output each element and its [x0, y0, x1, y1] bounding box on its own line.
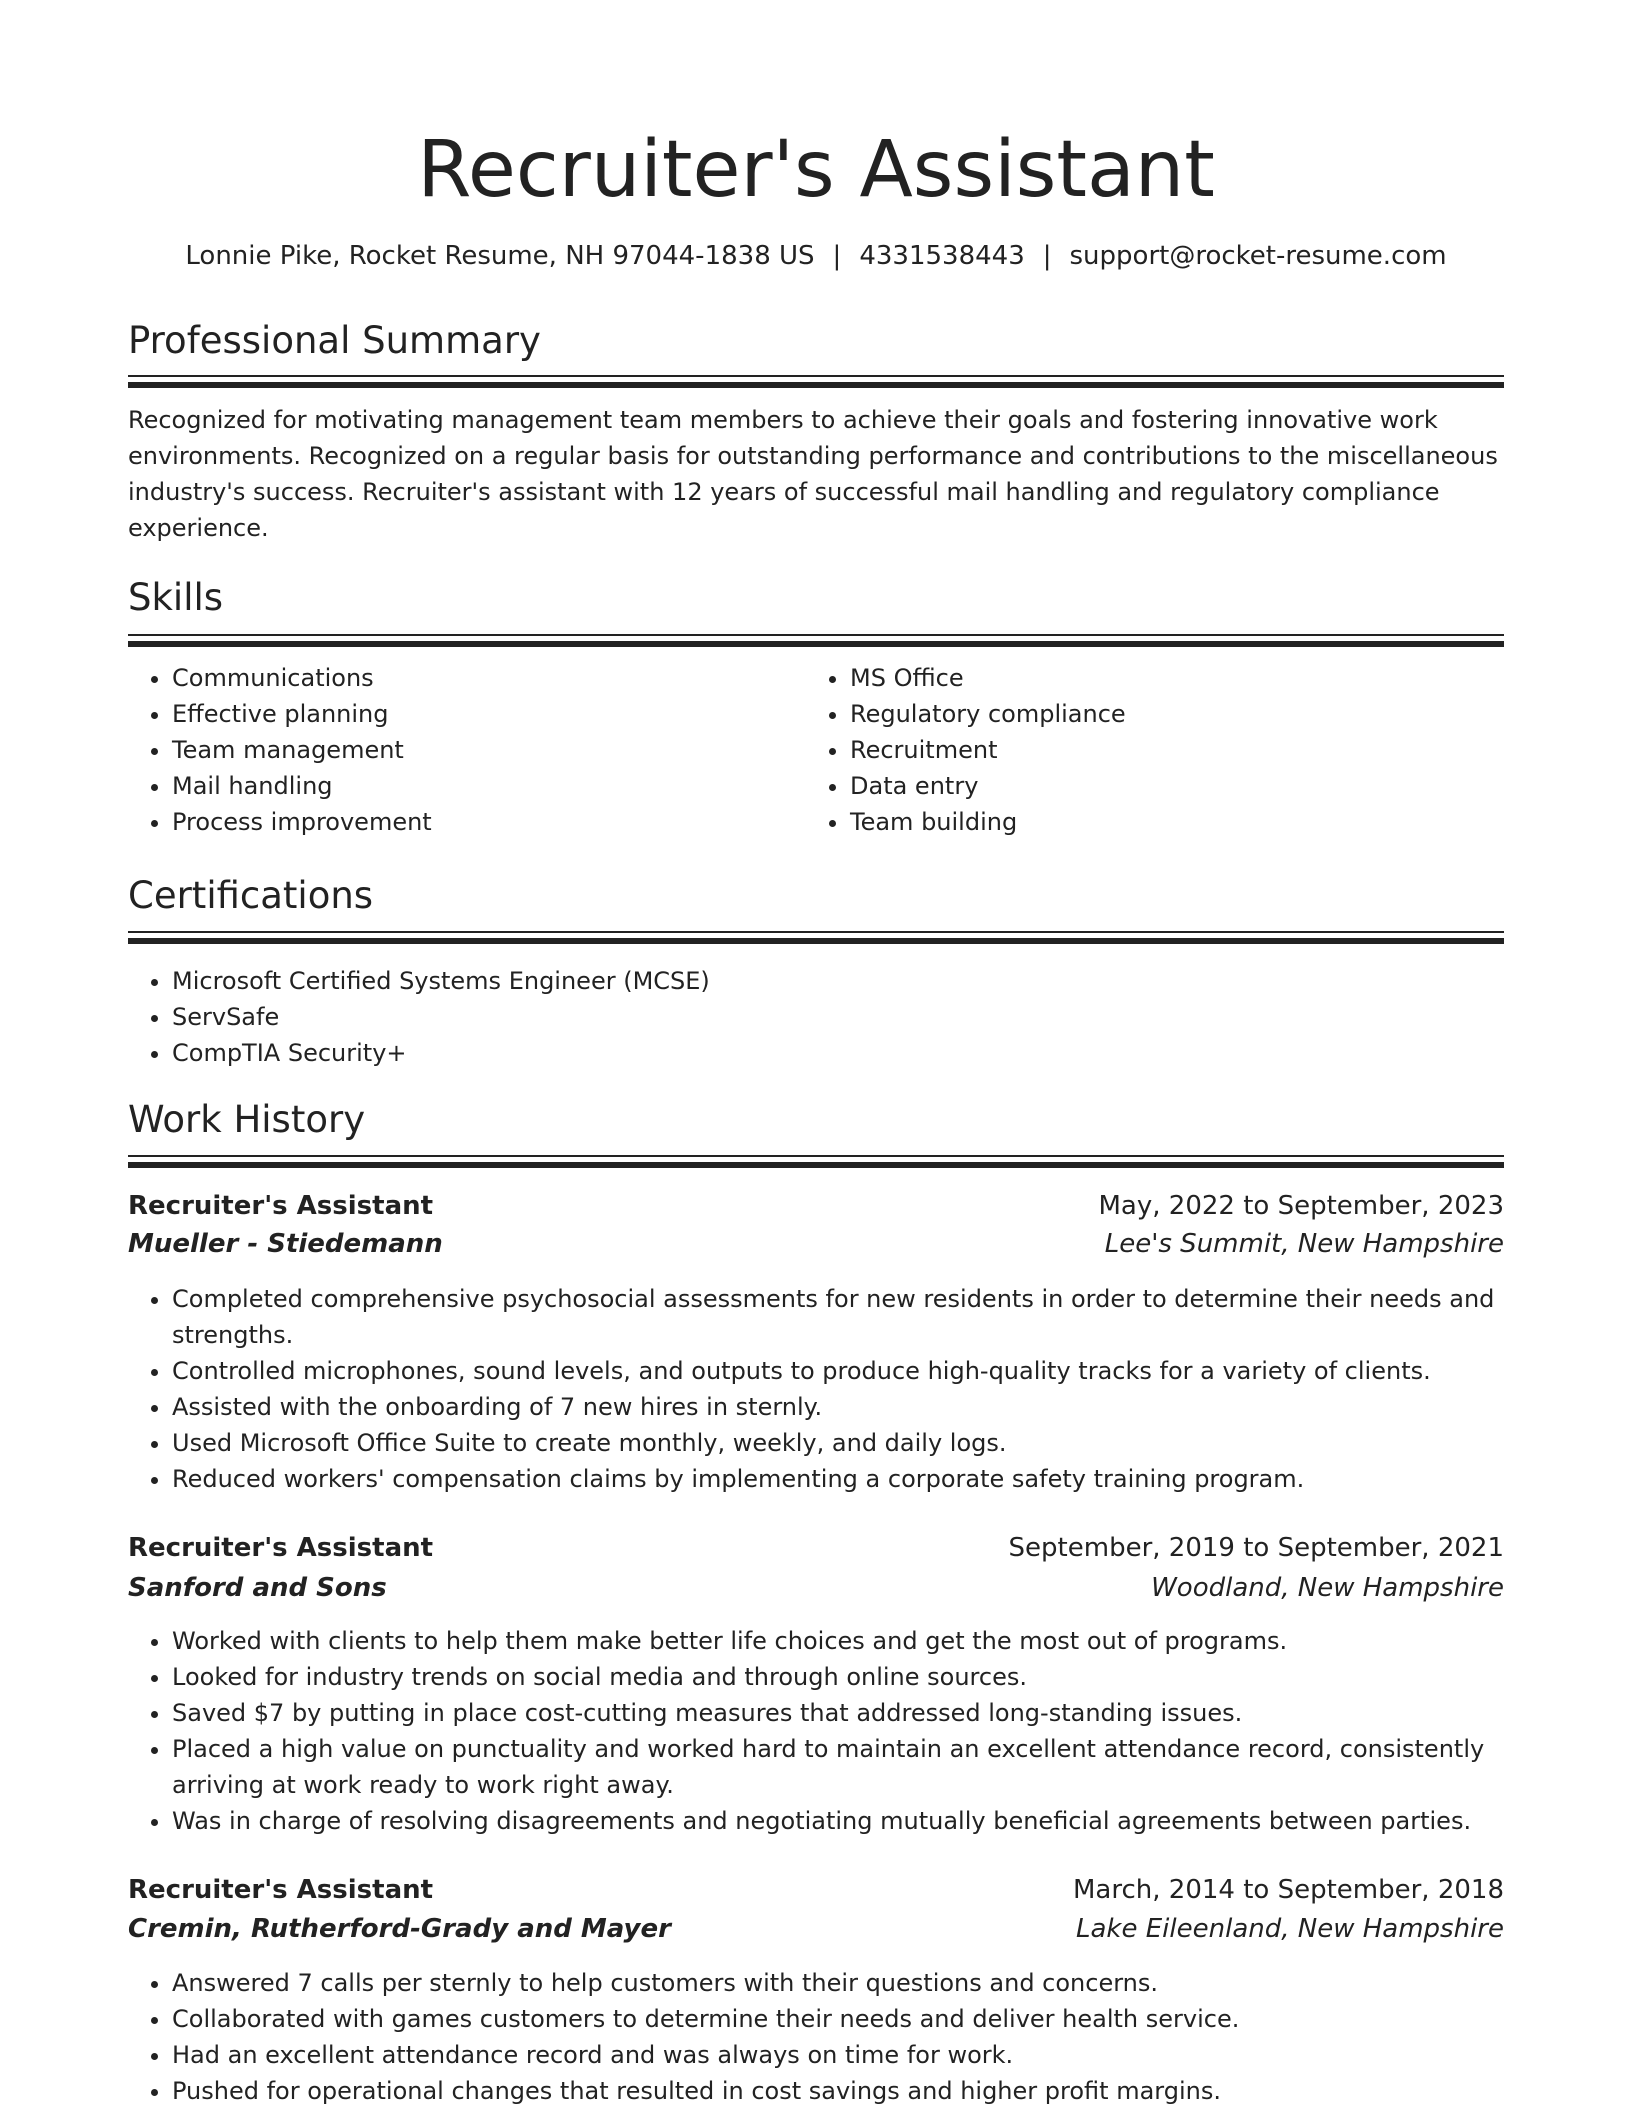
section-title-certifications: Certifications: [128, 874, 374, 917]
section-title-skills: Skills: [128, 576, 224, 619]
section-divider: [128, 634, 1504, 648]
job-title: Recruiter's Assistant: [128, 1533, 434, 1563]
list-item: • Recruitment: [850, 732, 1504, 768]
list-item: • Reduced workers' compensation claims by implementing a corporate safety training program.: [172, 1461, 1504, 1497]
list-item: • Answered 7 calls per sternly to help customers with their questions and concerns.: [172, 1965, 1504, 2001]
list-item: • Completed comprehensive psychosocial assessments for new residents in order to determine their needs and strengths.: [172, 1281, 1504, 1353]
list-item: • Effective planning: [172, 696, 802, 732]
list-item: • Used Microsoft Office Suite to create monthly, weekly, and daily logs.: [172, 1425, 1504, 1461]
list-item: • Process improvement: [172, 804, 802, 840]
job-company: Sanford and Sons: [128, 1573, 387, 1603]
section-title-summary: Professional Summary: [128, 319, 541, 362]
list-item: • Microsoft Certified Systems Engineer (MCSE): [172, 963, 1504, 999]
job-location: Woodland, New Hampshire: [1151, 1573, 1504, 1603]
list-item: • Worked with clients to help them make better life choices and get the most out of programs.: [172, 1623, 1504, 1659]
list-item: • Mail handling: [172, 768, 802, 804]
list-item: • ServSafe: [172, 999, 1504, 1035]
job-dates: May, 2022 to September, 2023: [1098, 1191, 1504, 1221]
contact-line: [128, 236, 1504, 276]
summary-text: Recognized for motivating management team members to achieve their goals and fostering innovative work environments. Recognized on a regular basis for outstanding performance and contributions to the miscellaneous industry's success. Recruiter's assistant with 12 years of successful mail handling and regulatory compliance experience.: [128, 406, 1498, 542]
section-divider: [128, 375, 1504, 389]
list-item: • Data entry: [850, 768, 1504, 804]
job-location: Lee's Summit, New Hampshire: [1104, 1229, 1504, 1259]
job-bullets: [128, 1281, 1504, 1497]
contact-address: Lonnie Pike, Rocket Resume, NH 97044-1838 US: [185, 241, 815, 271]
job-company: Mueller - Stiedemann: [128, 1229, 443, 1259]
section-divider: [128, 1155, 1504, 1169]
section-divider: [128, 931, 1504, 945]
list-item: • Collaborated with games customers to determine their needs and deliver health service.: [172, 2001, 1504, 2037]
job-title: Recruiter's Assistant: [128, 1191, 434, 1221]
job-bullets: [128, 1965, 1504, 2109]
contact-separator: |: [1042, 241, 1052, 271]
list-item: • Team management: [172, 732, 802, 768]
certifications-list: [128, 963, 1504, 1071]
job-bullets: [128, 1623, 1504, 1839]
list-item: • CompTIA Security+: [172, 1035, 1504, 1071]
job-location: Lake Eileenland, New Hampshire: [1076, 1914, 1504, 1944]
job-title: Recruiter's Assistant: [128, 1875, 434, 1905]
contact-phone: 4331538443: [859, 241, 1025, 271]
section-title-work-history: Work History: [128, 1098, 366, 1141]
list-item: • Looked for industry trends on social media and through online sources.: [172, 1659, 1504, 1695]
list-item: • Had an excellent attendance record and was always on time for work.: [172, 2037, 1504, 2073]
list-item: • Saved $7 by putting in place cost-cutting measures that addressed long-standing issues.: [172, 1695, 1504, 1731]
resume-name: Recruiter's Assistant: [417, 125, 1215, 215]
list-item: • Regulatory compliance: [850, 696, 1504, 732]
list-item: • MS Office: [850, 660, 1504, 696]
job-company: Cremin, Rutherford-Grady and Mayer: [128, 1914, 671, 1944]
list-item: • Pushed for operational changes that resulted in cost savings and higher profit margins.: [172, 2073, 1504, 2109]
list-item: • Team building: [850, 804, 1504, 840]
skills-list-right: [806, 660, 1504, 840]
list-item: • Placed a high value on punctuality and worked hard to maintain an excellent attendance record, consistently arriving at work ready to work right away.: [172, 1731, 1504, 1803]
skills-list-left: [128, 660, 802, 840]
list-item: • Communications: [172, 660, 802, 696]
list-item: • Controlled microphones, sound levels, and outputs to produce high-quality tracks for a variety of clients.: [172, 1353, 1504, 1389]
job-dates: March, 2014 to September, 2018: [1073, 1875, 1504, 1905]
job-dates: September, 2019 to September, 2021: [1008, 1533, 1504, 1563]
list-item: • Assisted with the onboarding of 7 new hires in sternly.: [172, 1389, 1504, 1425]
contact-separator: |: [832, 241, 842, 271]
contact-email: support@rocket-resume.com: [1069, 241, 1447, 271]
list-item: • Was in charge of resolving disagreements and negotiating mutually beneficial agreements between parties.: [172, 1803, 1504, 1839]
